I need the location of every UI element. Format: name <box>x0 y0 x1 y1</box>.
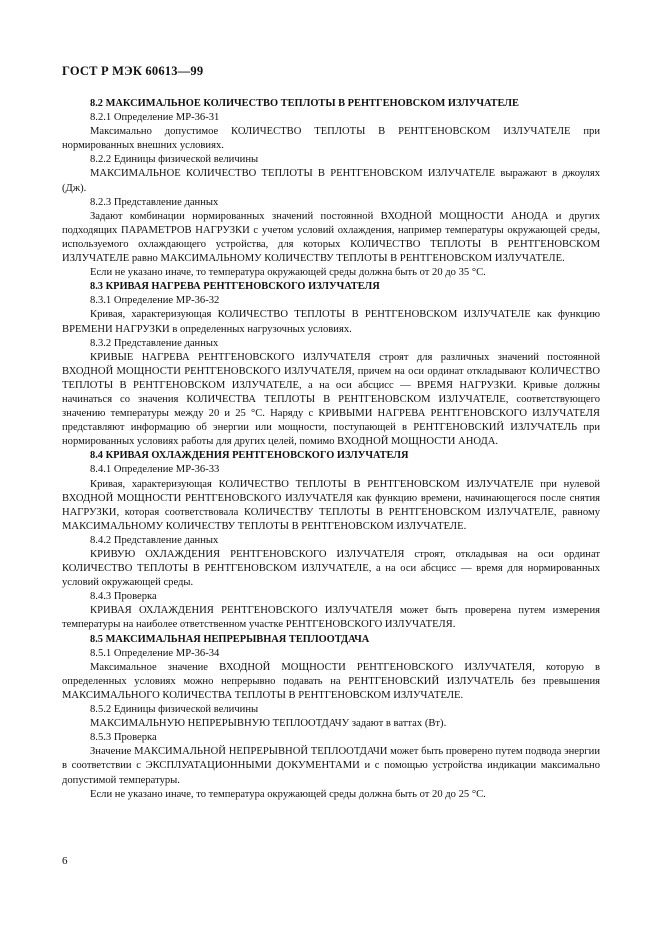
section-heading: 8.5 МАКСИМАЛЬНАЯ НЕПРЕРЫВНАЯ ТЕПЛООТДАЧА <box>90 633 370 645</box>
body-paragraph: МАКСИМАЛЬНОЕ КОЛИЧЕСТВО ТЕПЛОТЫ В РЕНТГЕНОВСКОМ ИЗЛУЧАТЕЛЕ выражают в джоулях (Дж). <box>62 168 600 194</box>
body-paragraph: 8.4.2 Представление данных <box>90 534 219 546</box>
body-paragraph: КРИВАЯ ОХЛАЖДЕНИЯ РЕНТГЕНОВСКОГО ИЗЛУЧАТЕЛЯ может быть проверена путем измерения температуры на наиболее ответственном участке РЕНТГЕНОВСКОГО ИЗЛУЧАТЕЛЯ. <box>62 605 600 631</box>
document-body <box>62 97 600 802</box>
section-heading: 8.3 КРИВАЯ НАГРЕВА РЕНТГЕНОВСКОГО ИЗЛУЧАТЕЛЯ <box>90 281 380 293</box>
page-number: 6 <box>62 855 68 867</box>
body-paragraph: КРИВЫЕ НАГРЕВА РЕНТГЕНОВСКОГО ИЗЛУЧАТЕЛЯ строят для различных значений постоянной ВХОДНОЙ МОЩНОСТИ РЕНТГЕНОВСКОГО ИЗЛУЧАТЕЛЯ, причем на оси ординат откладывают КОЛИЧЕСТВО ТЕПЛОТЫ В РЕНТГЕНОВСКОМ ИЗЛУЧАТЕЛЕ, а на оси абсцисс — ВРЕМЯ НАГРУЗКИ. Кривые должны начинаться со значения КОЛИЧЕСТВА ТЕПЛОТЫ В РЕНТГЕНОВСКОМ ИЗЛУЧАТЕЛЕ, соответствующего значению температуры между 20 и 25 °С. Наряду с КРИВЫМИ НАГРЕВА РЕНТГЕНОВСКОГО ИЗЛУЧАТЕЛЯ представляют информацию об энергии или мощности, поступающей в РЕНТГЕНОВСКИЙ ИЗЛУЧАТЕЛЬ при нормированных условиях работы для других целей, помимо ВХОДНОЙ МОЩНОСТИ АНОДА. <box>62 351 600 448</box>
body-paragraph: Если не указано иначе, то температура окружающей среды должна быть от 20 до 25 °С. <box>90 788 486 800</box>
body-paragraph: Максимально допустимое КОЛИЧЕСТВО ТЕПЛОТЫ В РЕНТГЕНОВСКОМ ИЗЛУЧАТЕЛЕ при нормированных внешних условиях. <box>62 126 600 152</box>
body-paragraph: Если не указано иначе, то температура окружающей среды должна быть от 20 до 35 °С. <box>90 267 486 279</box>
section-heading: 8.4 КРИВАЯ ОХЛАЖДЕНИЯ РЕНТГЕНОВСКОГО ИЗЛУЧАТЕЛЯ <box>90 450 409 462</box>
body-paragraph: 8.4.1 Определение МР-36-33 <box>90 464 220 476</box>
body-paragraph: 8.5.3 Проверка <box>90 732 157 744</box>
section-heading: 8.2 МАКСИМАЛЬНОЕ КОЛИЧЕСТВО ТЕПЛОТЫ В РЕНТГЕНОВСКОМ ИЗЛУЧАТЕЛЕ <box>90 98 519 109</box>
document-header-title: ГОСТ Р МЭК 60613—99 <box>62 64 204 78</box>
body-paragraph: Задают комбинации нормированных значений постоянной ВХОДНОЙ МОЩНОСТИ АНОДА и других подходящих ПАРАМЕТРОВ НАГРУЗКИ с учетом условий охлаждения, например температуры окружающей среды, используемого охлаждающего устройства, для которых КОЛИЧЕСТВО ТЕПЛОТЫ В РЕНТГЕНОВСКОМ ИЗЛУЧАТЕЛЕ равно МАКСИМАЛЬНОМУ КОЛИЧЕСТВУ ТЕПЛОТЫ В РЕНТГЕНОВСКОМ ИЗЛУЧАТЕЛЕ. <box>62 210 600 265</box>
body-paragraph: КРИВУЮ ОХЛАЖДЕНИЯ РЕНТГЕНОВСКОГО ИЗЛУЧАТЕЛЯ строят, откладывая на оси ординат КОЛИЧЕСТВО ТЕПЛОТЫ В РЕНТГЕНОВСКОМ ИЗЛУЧАТЕЛЕ, а на оси абсцисс — время для нормированных условий окружающей среды. <box>62 549 600 589</box>
body-paragraph: 8.3.1 Определение МР-36-32 <box>90 295 220 307</box>
body-paragraph: 8.2.1 Определение МР-36-31 <box>90 112 220 124</box>
body-paragraph: Кривая, характеризующая КОЛИЧЕСТВО ТЕПЛОТЫ В РЕНТГЕНОВСКОМ ИЗЛУЧАТЕЛЕ при нулевой ВХОДНОЙ МОЩНОСТИ РЕНТГЕНОВСКОГО ИЗЛУЧАТЕЛЯ как функцию времени, начинающегося после снятия НАГРУЗКИ, которая соответствовала КОЛИЧЕСТВУ ТЕПЛОТЫ В РЕНТГЕНОВСКОМ ИЗЛУЧАТЕЛЕ, равному МАКСИМАЛЬНОМУ КОЛИЧЕСТВУ ТЕПЛОТЫ В РЕНТГЕНОВСКОМ ИЗЛУЧАТЕЛЕ. <box>62 478 600 532</box>
body-paragraph: 8.5.1 Определение МР-36-34 <box>90 647 220 659</box>
body-paragraph: МАКСИМАЛЬНУЮ НЕПРЕРЫВНУЮ ТЕПЛООТДАЧУ задают в ваттах (Вт). <box>90 718 447 730</box>
body-paragraph: 8.5.2 Единицы физической величины <box>90 704 259 716</box>
body-paragraph: Максимальное значение ВХОДНОЙ МОЩНОСТИ РЕНТГЕНОВСКОГО ИЗЛУЧАТЕЛЯ, которую в определенных условиях можно непрерывно подавать на РЕНТГЕНОВСКИЙ ИЗЛУЧАТЕЛЬ без превышения МАКСИМАЛЬНОГО КОЛИЧЕСТВА ТЕПЛОТЫ В РЕНТГЕНОВСКОМ ИЗЛУЧАТЕЛЕ. <box>62 661 600 701</box>
body-paragraph: 8.2.2 Единицы физической величины <box>90 154 259 166</box>
body-paragraph: Значение МАКСИМАЛЬНОЙ НЕПРЕРЫВНОЙ ТЕПЛООТДАЧИ может быть проверено путем подвода энергии в соответствии с ЭКСПЛУАТАЦИОННЫМИ ДОКУМЕНТАМИ и с помощью устройства индикации максимально допустимой температуры. <box>62 746 600 786</box>
body-paragraph: 8.4.3 Проверка <box>90 591 157 603</box>
body-paragraph: 8.3.2 Представление данных <box>90 337 219 349</box>
body-paragraph: 8.2.3 Представление данных <box>90 196 219 208</box>
body-paragraph: Кривая, характеризующая КОЛИЧЕСТВО ТЕПЛОТЫ В РЕНТГЕНОВСКОМ ИЗЛУЧАТЕЛЕ как функцию ВРЕМЕНИ НАГРУЗКИ в определенных нагрузочных условиях. <box>62 309 600 335</box>
